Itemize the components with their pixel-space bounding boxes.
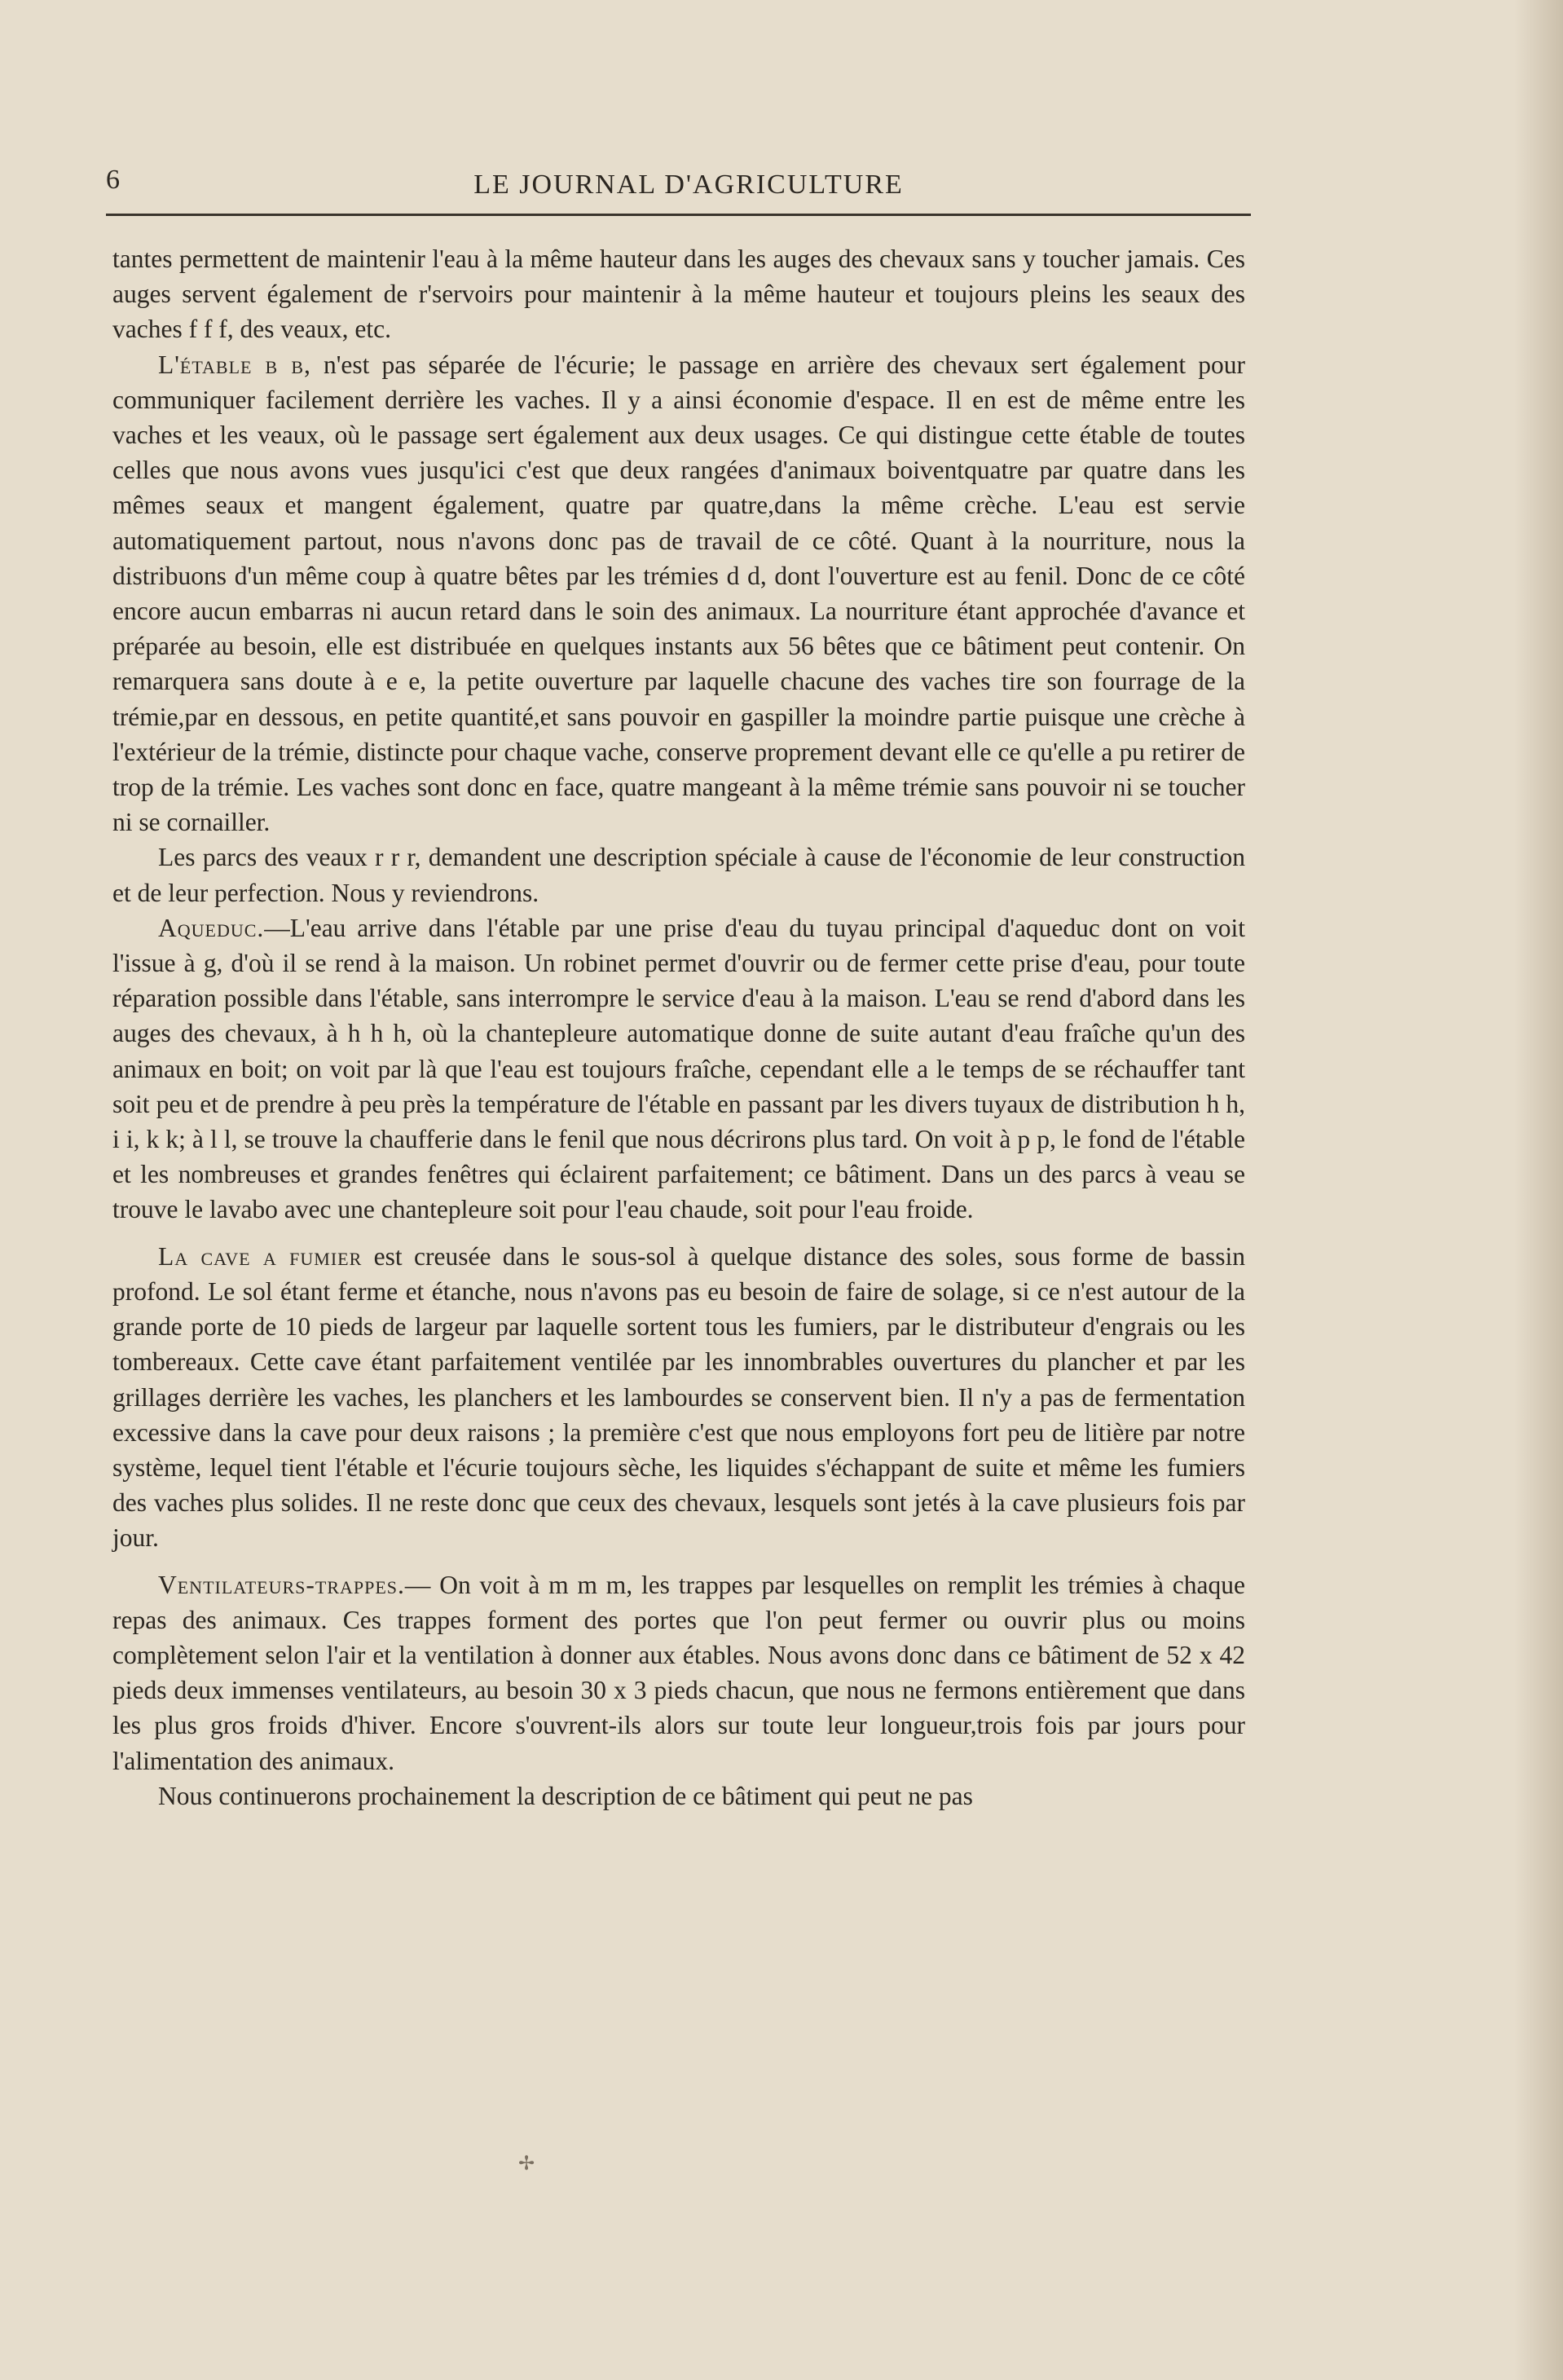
article-body xyxy=(112,241,1245,1814)
paragraph-cave-lead: La cave a fumier xyxy=(158,1241,363,1271)
paragraph-etable xyxy=(112,347,1245,840)
paragraph-1 xyxy=(112,241,1245,347)
running-title: LE JOURNAL D'AGRICULTURE xyxy=(473,170,904,200)
paragraph-ventilateurs xyxy=(112,1567,1245,1778)
paragraph-etable-lead: L'étable b b, xyxy=(158,350,311,379)
paragraph-cave xyxy=(112,1239,1245,1556)
paragraph-aqueduc-lead: Aqueduc. xyxy=(158,913,265,942)
page-header xyxy=(106,163,1247,209)
paragraph-continuation-text: Nous continuerons prochainement la description de ce bâtiment qui peut ne pas xyxy=(158,1781,973,1810)
header-rule xyxy=(106,214,1251,216)
paragraph-ventilateurs-text: — On voit à m m m, les trappes par lesquelles on remplit les trémies à chaque repas des animaux. Ces trappes forment des portes que l'on peut fermer ou ouvrir plus ou moins complètement selon l'air et la ventilation à donner aux étables. Nous avons donc dans ce bâtiment de 52 x 42 pieds deux immenses ventilateurs, au besoin 30 x 3 pieds chacun, que nous ne fermons entièrement que dans les plus gros froids d'hiver. Encore s'ouvrent-ils alors sur toute leur longueur,trois fois par jours pour l'alimentation des animaux. xyxy=(112,1570,1245,1775)
paragraph-ventilateurs-lead: Ventilateurs-trappes. xyxy=(158,1570,405,1599)
paragraph-1-text: tantes permettent de maintenir l'eau à la même hauteur dans les auges des chevaux sans y toucher jamais. Ces auges servent également de r'servoirs pour maintenir à la même hauteur et toujours pleins les seaux des vaches f f f, des veaux, etc. xyxy=(112,245,1245,344)
paragraph-parcs-text: Les parcs des veaux r r r, demandent une description spéciale à cause de l'économie de leur construction et de leur perfection. Nous y reviendrons. xyxy=(112,843,1245,907)
paragraph-etable-text: n'est pas séparée de l'écurie; le passage en arrière des chevaux sert également pour communiquer facilement derrière les vaches. Il y a ainsi économie d'espace. Il en est de même entre les vaches et les veaux, où le passage sert également aux deux usages. Ce qui distingue cette étable de toutes celles que nous avons vues jusqu'ici c'est que deux rangées d'animaux boiventquatre par quatre dans les mêmes seaux et mangent également, quatre par quatre,dans la même crèche. L'eau est servie automatiquement partout, nous n'avons donc pas de travail de ce côté. Quant à la nourriture, nous la distribuons d'un même coup à quatre bêtes par les trémies d d, dont l'ouverture est au fenil. Donc de ce côté encore aucun embarras ni aucun retard dans le soin des animaux. La nourriture étant approchée d'avance et préparée au besoin, elle est distribuée en quelques instants aux 56 bêtes que ce bâtiment peut contenir. On remarquera sans doute à e e, la petite ouverture par laquelle chacune des vaches tire son fourrage de la trémie,par en dessous, en petite quantité,et sans pouvoir en gaspiller la moindre partie puisque une crèche à l'extérieur de la trémie, distincte pour chaque vache, conserve proprement devant elle ce qu'elle a pu retirer de trop de la trémie. Les vaches sont donc en face, quatre mangeant à la même trémie sans pouvoir ni se toucher ni se cornailler. xyxy=(112,350,1245,837)
paragraph-aqueduc-text: —L'eau arrive dans l'étable par une prise d'eau du tuyau principal d'aqueduc dont on voit l'issue à g, d'où il se rend à la maison. Un robinet permet d'ouvrir ou de fermer cette prise d'eau, pour toute réparation possible dans l'étable, sans interrompre le service d'eau à la maison. L'eau se rend d'abord dans les auges des chevaux, à h h h, où la chantepleure automatique donne de suite autant d'eau fraîche qu'un des animaux en boit; on voit par là que l'eau est toujours fraîche, cependant elle a le temps de se réchauffer tant soit peu et de prendre à peu près la température de l'étable en passant par les divers tuyaux de distribution h h, i i, k k; à l l, se trouve la chaufferie dans le fenil que nous décrirons plus tard. On voit à p p, le fond de l'étable et les nombreuses et grandes fenêtres qui éclairent parfaitement; ce bâtiment. Dans un des parcs à veau se trouve le lavabo avec une chantepleure soit pour l'eau chaude, soit pour l'eau froide. xyxy=(112,913,1245,1224)
paragraph-aqueduc xyxy=(112,910,1245,1227)
page-number: 6 xyxy=(106,165,120,195)
paragraph-parcs xyxy=(112,840,1245,910)
paragraph-cave-text: est creusée dans le sous-sol à quelque distance des soles, sous forme de bassin profond. Le sol étant ferme et étanche, nous n'avons pas eu besoin de faire de solage, si ce n'est autour de la grande porte de 10 pieds de largeur par laquelle sortent tous les fumiers, par le distributeur d'engrais ou les tombereaux. Cette cave étant parfaitement ventilée par les innombrables ouvertures du plancher et par les grillages derrière les vaches, les planchers et les lambourdes se conservent bien. Il n'y a pas de fermentation excessive dans la cave pour deux raisons ; la première c'est que nous employons fort peu de litière par notre système, lequel tient l'étable et l'écurie toujours sèche, les liquides s'échappant de suite et même les fumiers des vaches plus solides. Il ne reste donc que ceux des chevaux, lesquels sont jetés à la cave plusieurs fois par jour. xyxy=(112,1241,1245,1553)
ornament-mark: ✢ xyxy=(518,2153,535,2175)
paragraph-continuation xyxy=(112,1778,1245,1814)
